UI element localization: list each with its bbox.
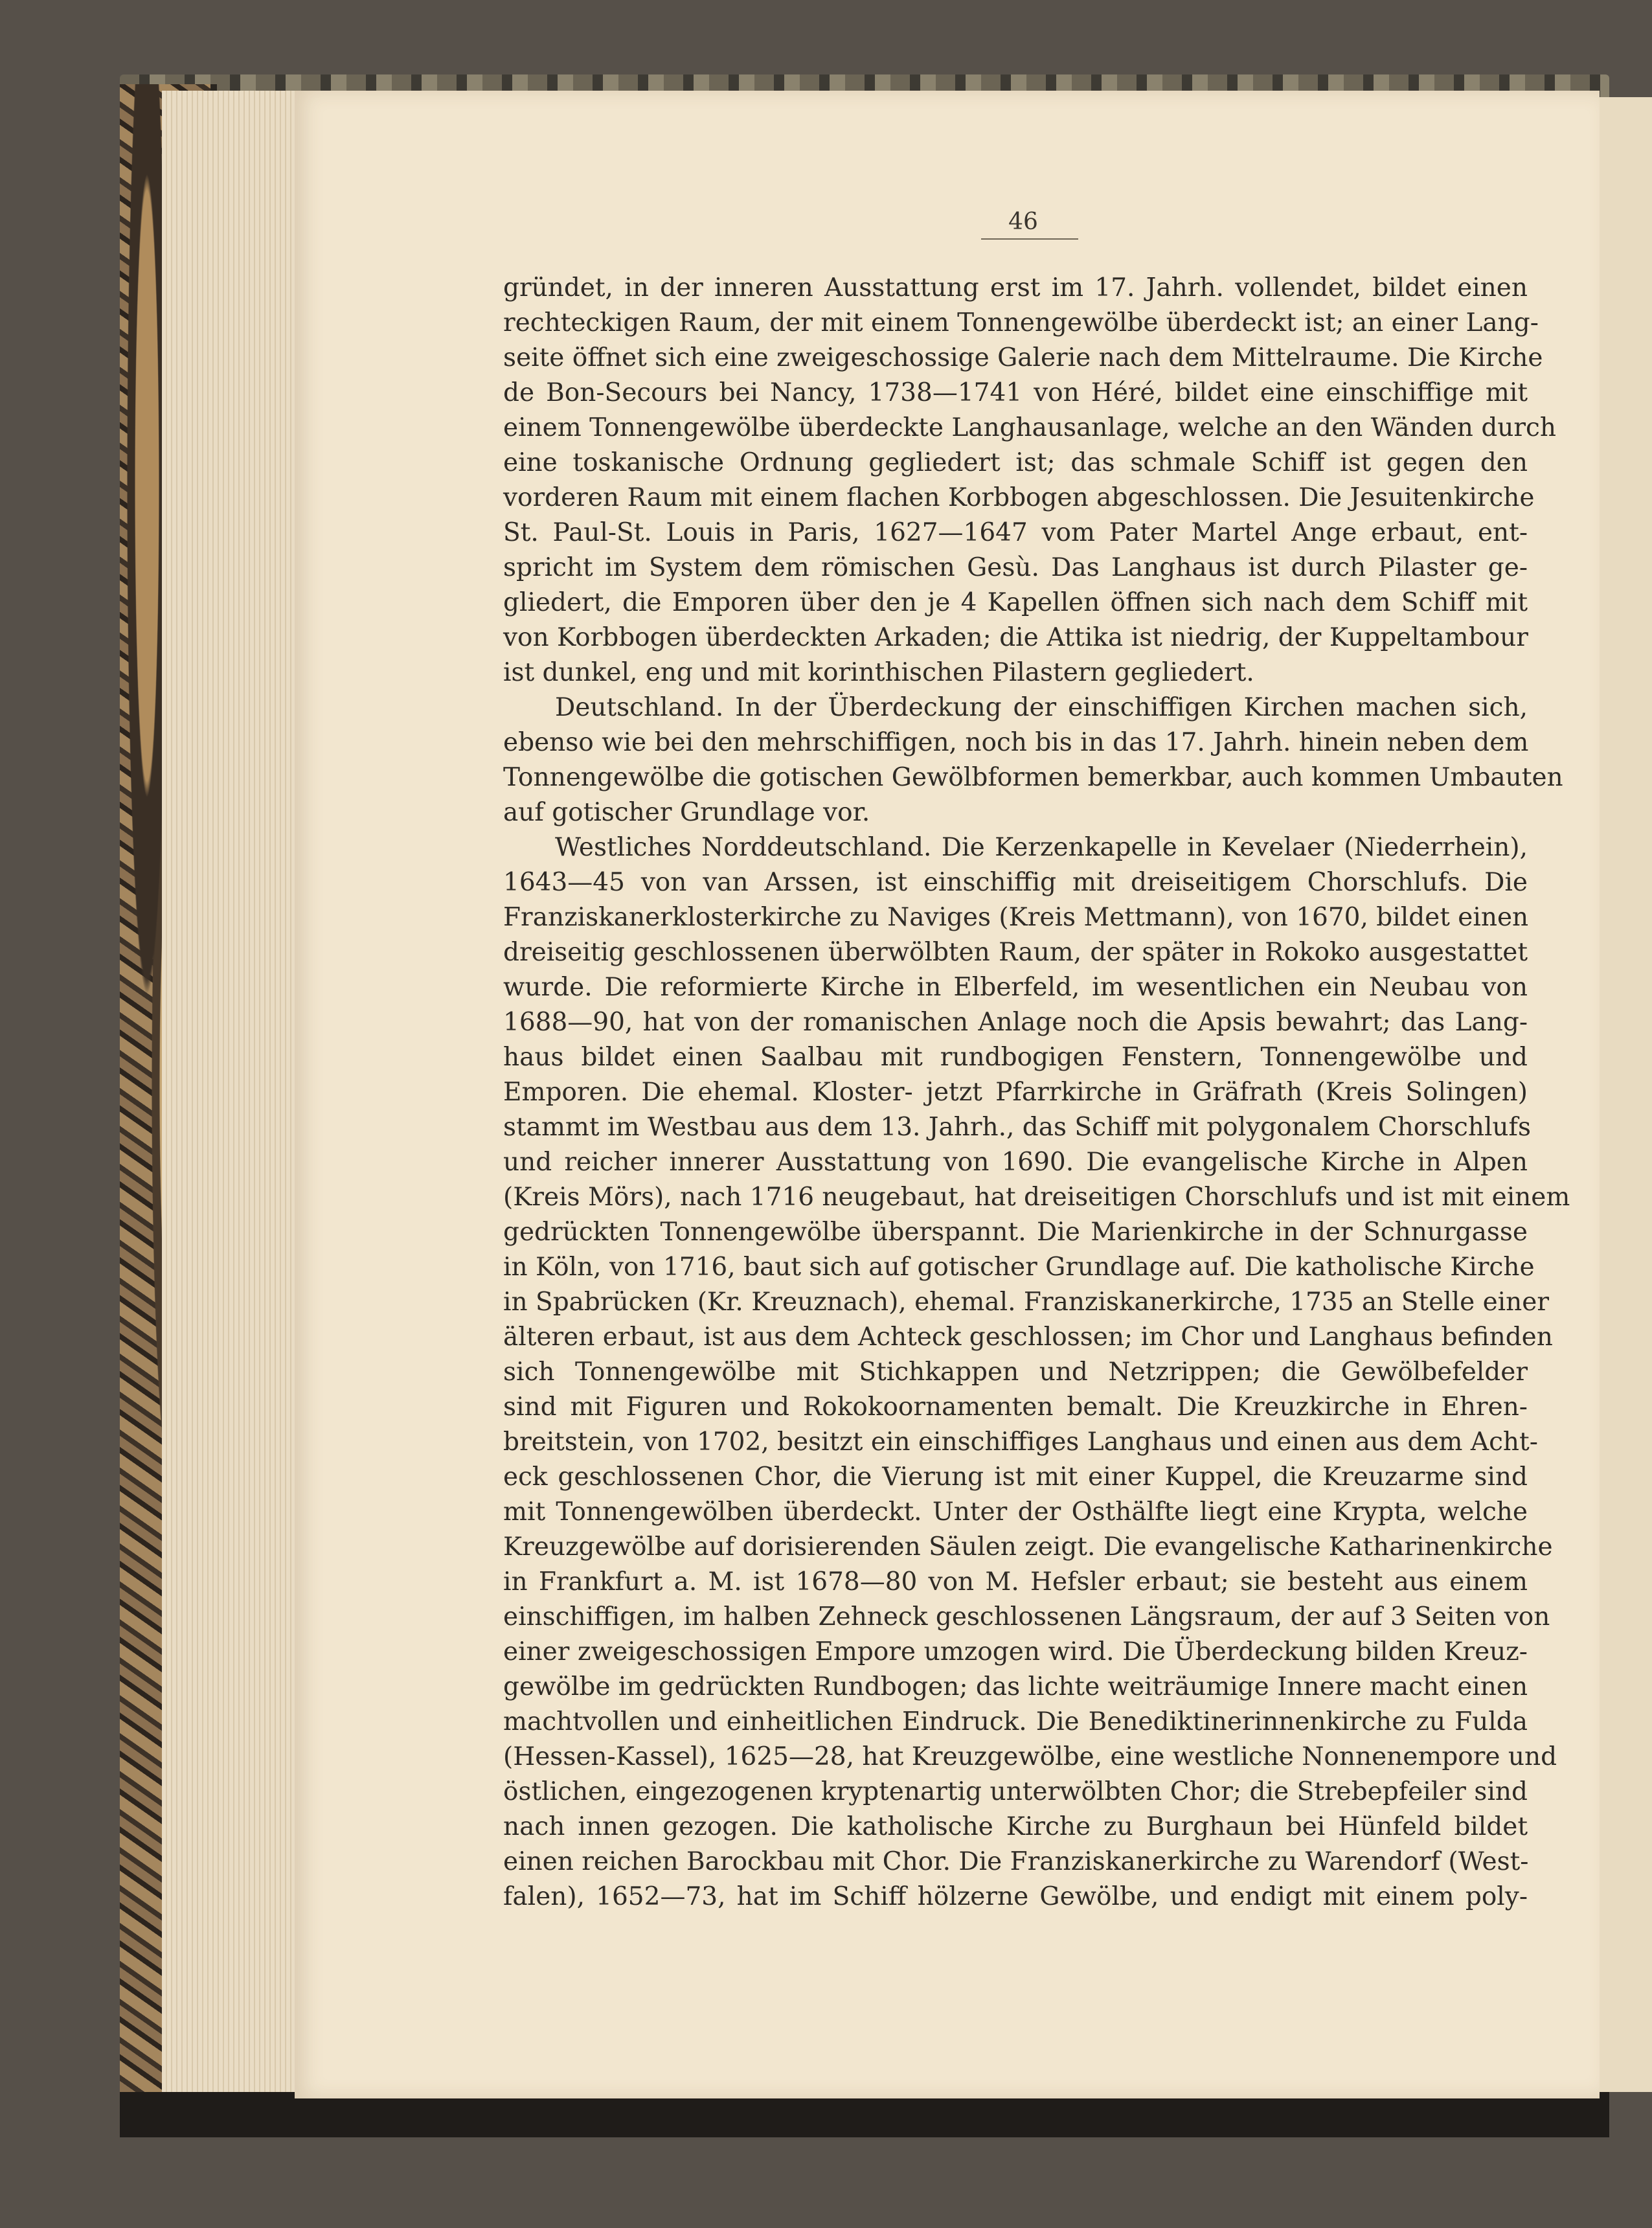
text-line: einem Tonnengewölbe überdeckte Langhausanlage, welche an den Wänden durch bbox=[503, 413, 1557, 442]
text-line: wurde. Die reformierte Kirche in Elberfeld, im wesentlichen ein Neubau von bbox=[503, 973, 1528, 1002]
text-line: ist dunkel, eng und mit korinthischen Pilastern gegliedert. bbox=[503, 658, 1254, 687]
text-line: einen reichen Barockbau mit Chor. Die Franziskanerkirche zu Warendorf (West- bbox=[503, 1847, 1529, 1876]
text-line: einer zweigeschossigen Empore umzogen wird. Die Überdeckung bilden Kreuz- bbox=[503, 1637, 1528, 1666]
text-line: Kreuzgewölbe auf dorisierenden Säulen zeigt. Die evangelische Katharinenkirche bbox=[503, 1532, 1553, 1562]
page-number: 46 bbox=[1008, 209, 1038, 235]
text-line: eck geschlossenen Chor, die Vierung ist mit einer Kuppel, die Kreuzarme sind bbox=[503, 1462, 1528, 1492]
text-line: 1688—90, hat von der romanischen Anlage noch die Apsis bewahrt; das Lang- bbox=[503, 1008, 1528, 1037]
text-line: Franziskanerklosterkirche zu Naviges (Kreis Mettmann), von 1670, bildet einen bbox=[503, 903, 1529, 932]
text-line: mit Tonnengewölben überdeckt. Unter der Osthälfte liegt eine Krypta, welche bbox=[503, 1497, 1528, 1527]
text-line: ebenso wie bei den mehrschiffigen, noch bis in das 17. Jahrh. hinein neben dem bbox=[503, 728, 1529, 757]
text-line: spricht im System dem römischen Gesù. Das Langhaus ist durch Pilaster ge- bbox=[503, 553, 1528, 582]
text-line: rechteckigen Raum, der mit einem Tonnengewölbe überdeckt ist; an einer Lang- bbox=[503, 308, 1539, 337]
text-line: (Hessen-Kassel), 1625—28, hat Kreuzgewölbe, eine westliche Nonnenempore und bbox=[503, 1742, 1557, 1771]
text-line: breitstein, von 1702, besitzt ein einschiffiges Langhaus und einen aus dem Acht- bbox=[503, 1427, 1538, 1457]
text-line: gründet, in der inneren Ausstattung erst im 17. Jahrh. vollendet, bildet einen bbox=[503, 273, 1528, 302]
text-line: einschiffigen, im halben Zehneck geschlossenen Längsraum, der auf 3 Seiten von bbox=[503, 1602, 1550, 1631]
text-line: gedrückten Tonnengewölbe überspannt. Die Marienkirche in der Schnurgasse bbox=[503, 1218, 1528, 1247]
text-line: älteren erbaut, ist aus dem Achteck geschlossen; im Chor und Langhaus befinden bbox=[503, 1323, 1553, 1352]
text-line: gliedert, die Emporen über den je 4 Kapellen öffnen sich nach dem Schiff mit bbox=[503, 588, 1528, 617]
text-line: nach innen gezogen. Die katholische Kirche zu Burghaun bei Hünfeld bildet bbox=[503, 1812, 1528, 1841]
text-line: östlichen, eingezogenen kryptenartig unterwölbten Chor; die Strebepfeiler sind bbox=[503, 1777, 1528, 1806]
text-line: Emporen. Die ehemal. Kloster- jetzt Pfarrkirche in Gräfrath (Kreis Solingen) bbox=[503, 1078, 1528, 1107]
text-line: 1643—45 von van Arssen, ist einschiffig mit dreiseitigem Chorschlufs. Die bbox=[503, 868, 1528, 897]
text-line: haus bildet einen Saalbau mit rundbogigen Fenstern, Tonnengewölbe und bbox=[503, 1043, 1528, 1072]
book-cover-bottom-edge bbox=[120, 2092, 1609, 2137]
page-stack-edges bbox=[162, 91, 304, 2098]
text-line: in Spabrücken (Kr. Kreuznach), ehemal. Franziskanerkirche, 1735 an Stelle einer bbox=[503, 1288, 1549, 1317]
facing-page-edge bbox=[1600, 97, 1652, 2092]
text-line: dreiseitig geschlossenen überwölbten Raum, der später in Rokoko ausgestattet bbox=[503, 938, 1528, 967]
text-line: Tonnengewölbe die gotischen Gewölbformen bemerkbar, auch kommen Umbauten bbox=[503, 763, 1563, 792]
text-line: und reicher innerer Ausstattung von 1690. Die evangelische Kirche in Alpen bbox=[503, 1148, 1528, 1177]
text-line: gewölbe im gedrückten Rundbogen; das lichte weiträumige Innere macht einen bbox=[503, 1672, 1528, 1701]
text-line: auf gotischer Grundlage vor. bbox=[503, 798, 870, 827]
text-line: vorderen Raum mit einem flachen Korbbogen abgeschlossen. Die Jesuitenkirche bbox=[503, 483, 1535, 512]
text-line: (Kreis Mörs), nach 1716 neugebaut, hat dreiseitigen Chorschlufs und ist mit einem bbox=[503, 1183, 1570, 1212]
text-line: Deutschland. In der Überdeckung der einschiffigen Kirchen machen sich, bbox=[555, 693, 1528, 722]
text-line: de Bon-Secours bei Nancy, 1738—1741 von Héré, bildet eine einschiffige mit bbox=[503, 378, 1528, 407]
page-text-body bbox=[503, 271, 1570, 1915]
text-line: seite öffnet sich eine zweigeschossige Galerie nach dem Mittelraume. Die Kirche bbox=[503, 343, 1543, 372]
text-line: von Korbbogen überdeckten Arkaden; die Attika ist niedrig, der Kuppeltambour bbox=[503, 623, 1528, 652]
text-line: St. Paul-St. Louis in Paris, 1627—1647 vom Pater Martel Ange erbaut, ent- bbox=[503, 518, 1528, 547]
text-line: sind mit Figuren und Rokokoornamenten bemalt. Die Kreuzkirche in Ehren- bbox=[503, 1392, 1528, 1422]
text-line: machtvollen und einheitlichen Eindruck. Die Benediktinerinnenkirche zu Fulda bbox=[503, 1707, 1528, 1736]
page-number-rule bbox=[981, 238, 1078, 240]
text-line: sich Tonnengewölbe mit Stichkappen und Netzrippen; die Gewölbefelder bbox=[503, 1358, 1528, 1387]
text-line: eine toskanische Ordnung gegliedert ist; das schmale Schiff ist gegen den bbox=[503, 448, 1528, 477]
text-line: falen), 1652—73, hat im Schiff hölzerne Gewölbe, und endigt mit einem poly- bbox=[503, 1882, 1528, 1911]
text-line: stammt im Westbau aus dem 13. Jahrh., das Schiff mit polygonalem Chorschlufs bbox=[503, 1113, 1532, 1142]
text-line: in Köln, von 1716, baut sich auf gotischer Grundlage auf. Die katholische Kirche bbox=[503, 1253, 1535, 1282]
text-line: Westliches Norddeutschland. Die Kerzenkapelle in Kevelaer (Niederrhein), bbox=[555, 833, 1528, 862]
text-line: in Frankfurt a. M. ist 1678—80 von M. Hefsler erbaut; sie besteht aus einem bbox=[503, 1567, 1528, 1597]
